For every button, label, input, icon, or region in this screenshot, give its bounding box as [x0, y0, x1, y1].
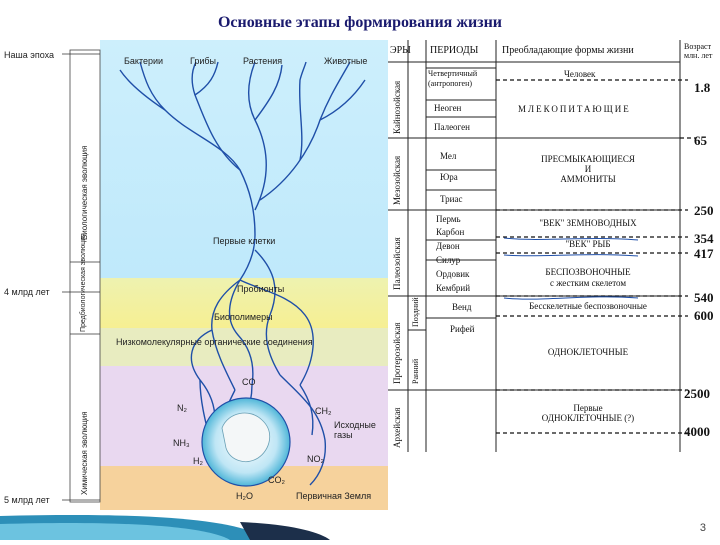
label-no2: NO₂: [307, 454, 324, 464]
diagram-background: [0, 40, 388, 510]
branch-animals: Животные: [324, 56, 368, 66]
period-riphean: Рифей: [450, 324, 475, 334]
branch-bacteria: Бактерии: [124, 56, 164, 66]
era-paleozoic: Палеозойская: [392, 237, 402, 290]
form-human: Человек: [564, 69, 596, 79]
label-first-cells: Первые клетки: [213, 236, 276, 246]
slide-title: Основные этапы формирования жизни: [217, 14, 503, 31]
label-primary-earth: Первичная Земля: [296, 491, 372, 501]
label-co: CO: [242, 377, 256, 387]
footer-swoosh: [0, 510, 720, 540]
form-and: И: [584, 164, 592, 174]
age-600: 600: [694, 308, 714, 323]
form-invertebrates: БЕСПОЗВОНОЧНЫЕ: [545, 267, 631, 277]
age-540: 540: [694, 290, 714, 305]
label-initial-gases: Исходные газы: [334, 420, 376, 440]
period-quaternary: Четвертичный (антропоген): [428, 69, 478, 88]
label-probionts: Пробионты: [237, 284, 285, 294]
age-2500: 2500: [684, 386, 710, 401]
proterozoic-late: Поздний: [411, 297, 420, 327]
page-number: 3: [699, 522, 706, 534]
stage-prebiological: Предбиологическая эволюция: [80, 233, 87, 332]
geologic-table: [388, 40, 720, 510]
stage-chemical: Химическая эволюция: [80, 411, 89, 495]
label-5-bya: 5 млрд лет: [4, 495, 50, 505]
period-triassic: Триас: [440, 194, 463, 204]
period-ordovician: Ордовик: [436, 269, 470, 279]
label-h2o: H₂O: [236, 491, 253, 501]
period-carboniferous: Карбон: [436, 227, 465, 237]
period-vendian: Венд: [452, 302, 472, 312]
evolution-diagram: [0, 40, 388, 510]
label-n2: N₂: [177, 403, 187, 413]
age-250: 250: [694, 203, 714, 218]
label-4-bya: 4 млрд лет: [4, 287, 50, 297]
form-unicellular-q: ОДНОКЛЕТОЧНЫЕ (?): [541, 413, 635, 423]
label-ch2: CH₂: [315, 406, 332, 416]
header-eras: ЭРЫ: [390, 45, 411, 56]
label-biopolymers: Биополимеры: [214, 312, 273, 322]
age-65: 65: [694, 133, 707, 148]
period-cambrian: Кембрий: [436, 283, 471, 293]
form-unicellular: ОДНОКЛЕТОЧНЫЕ: [547, 347, 629, 357]
stage-biological: Биологическая эволюция: [80, 145, 89, 240]
period-paleogene: Палеоген: [434, 122, 470, 132]
period-devonian: Девон: [436, 241, 460, 251]
form-mammals: МЛЕКОПИТАЮЩИЕ: [518, 104, 631, 114]
form-skeletonless: Бесскелетные беспозвоночные: [529, 301, 647, 311]
era-mesozoic: Мезозойская: [392, 155, 402, 205]
era-proterozoic: Протерозойская: [392, 322, 402, 384]
label-nh3: NH₃: [173, 438, 190, 448]
form-ammonites: АММОНИТЫ: [560, 174, 616, 184]
label-h2: H₂: [193, 456, 203, 466]
form-fish-age: "ВЕК" РЫБ: [565, 239, 611, 249]
branch-plants: Растения: [243, 56, 283, 66]
form-first: Первые: [573, 403, 603, 413]
branch-fungi: Грибы: [190, 56, 217, 66]
proterozoic-early: Ранний: [411, 358, 420, 384]
period-permian: Пермь: [436, 214, 461, 224]
period-silurian: Силур: [436, 255, 461, 265]
age-354: 354: [694, 231, 714, 246]
period-jurassic: Юра: [440, 172, 458, 182]
form-reptiles: ПРЕСМЫКАЮЩИЕСЯ: [541, 154, 635, 164]
era-archean: Архейская: [392, 407, 402, 448]
label-co2: CO₂: [268, 475, 285, 485]
age-1-8: 1.8: [694, 80, 711, 95]
age-417: 417: [694, 246, 714, 261]
header-periods: ПЕРИОДЫ: [430, 45, 479, 56]
period-neogene: Неоген: [434, 103, 462, 113]
slide-footer: [0, 510, 720, 540]
form-hard-skeleton: с жестким скелетом: [549, 278, 627, 288]
form-amphibians-age: "ВЕК" ЗЕМНОВОДНЫХ: [539, 218, 637, 228]
header-age: Возраст млн. лет: [684, 42, 713, 60]
age-4000: 4000: [684, 424, 710, 439]
period-cretaceous: Мел: [440, 151, 457, 161]
label-now: Наша эпоха: [4, 50, 55, 60]
label-low-molecular: Низкомолекулярные органические соединения: [116, 337, 313, 347]
era-cenozoic: Кайнозойская: [392, 80, 402, 134]
header-forms: Преобладающие формы жизни: [502, 45, 634, 56]
